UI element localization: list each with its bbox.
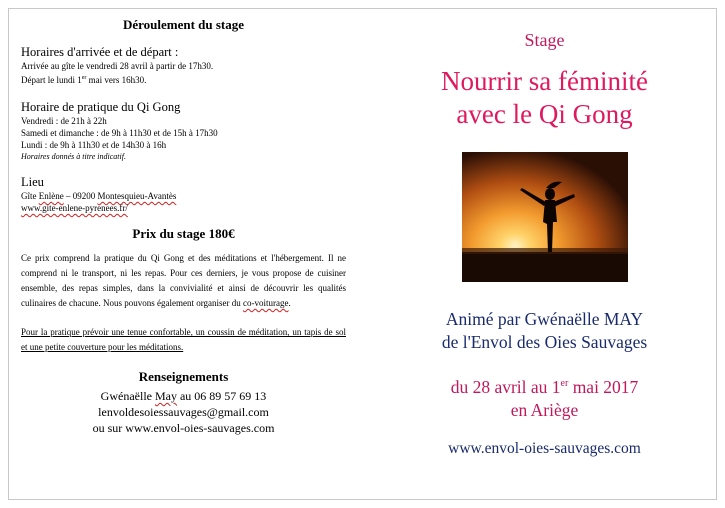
left-column	[21, 17, 346, 436]
prix-period: .	[288, 298, 291, 308]
pratique-samedi: Samedi et dimanche : de 9h à 11h30 et de 15h à 17h30	[21, 128, 218, 138]
deroulement-heading: Déroulement du stage	[122, 17, 245, 32]
contact-lastname: May	[154, 389, 177, 403]
lieu-zip: – 09200	[63, 191, 98, 201]
pratique-note: Horaires donnés à titre indicatif.	[21, 152, 126, 161]
date-sup: er	[560, 378, 569, 389]
pratique-vendredi: Vendredi : de 21h à 22h	[21, 116, 107, 126]
sunset-silhouette-image	[462, 152, 628, 282]
lieu-enlene: Enlène	[38, 191, 64, 201]
contact-email[interactable]: lenvoldesoiessauvages@gmail.com	[98, 405, 269, 419]
lieu-address	[21, 190, 346, 202]
horaires-heading: Horaires d'arrivée et de départ :	[21, 45, 179, 59]
contact-firstname: Gwénaëlle	[100, 389, 155, 403]
prix-text: Ce prix comprend la pratique du Qi Gong et des méditations et l'hébergement. Il ne comprend ni le transport, ni les repas. Pour ces derniers, je vous propose de cuisiner ensemble, des repas simples, dans la convivialité et ainsi de découvrir les qualités culinaires de chacune. Nous pouvons également organiser du	[21, 253, 346, 308]
contact-web[interactable]: ou sur www.envol-oies-sauvages.com	[92, 421, 275, 435]
anime-line-1: Animé par Gwénaëlle MAY	[445, 309, 644, 329]
website-link[interactable]: www.envol-oies-sauvages.com	[448, 439, 641, 457]
contact-phone	[21, 388, 346, 404]
lieu-town: Montesquieu-Avantès	[97, 191, 177, 201]
pratique-heading: Horaire de pratique du Qi Gong	[21, 100, 181, 114]
prevoir-paragraph: Pour la pratique prévoir une tenue confortable, un coussin de méditation, un tapis de sol et une petite couverture pour les méditations.	[21, 327, 346, 352]
arrivee-line: Arrivée au gîte le vendredi 28 avril à partir de 17h30.	[21, 61, 214, 71]
right-column	[372, 30, 717, 458]
prix-heading: Prix du stage 180€	[132, 226, 235, 241]
title-line-2: avec le Qi Gong	[456, 99, 633, 129]
depart-line	[21, 72, 346, 86]
depart-sup: er	[81, 75, 87, 81]
date-line	[372, 372, 717, 399]
date-suffix: mai 2017	[568, 376, 639, 397]
main-title	[372, 65, 717, 131]
depart-suffix: mai vers 16h30.	[86, 75, 147, 85]
stage-label: Stage	[524, 30, 565, 50]
depart-prefix: Départ le lundi 1	[21, 75, 82, 85]
prix-paragraph	[21, 251, 346, 311]
lieu-heading: Lieu	[21, 175, 44, 189]
lieu-url-link[interactable]: www.gite-enlene-pyrenees.fr/	[21, 203, 128, 213]
pratique-lundi: Lundi : de 9h à 11h30 et de 14h30 à 16h	[21, 140, 167, 150]
lieu-gite: Gîte	[21, 191, 39, 201]
contact-number: au 06 89 57 69 13	[176, 389, 267, 403]
renseignements-block	[21, 388, 346, 436]
title-line-1: Nourrir sa féminité	[441, 66, 648, 96]
covoiturage-word: co-voiturage	[243, 298, 289, 308]
date-prefix: du 28 avril au 1	[450, 376, 561, 397]
renseignements-heading: Renseignements	[138, 369, 229, 384]
location-line: en Ariège	[510, 399, 579, 420]
anime-line-2: de l'Envol des Oies Sauvages	[441, 332, 648, 352]
